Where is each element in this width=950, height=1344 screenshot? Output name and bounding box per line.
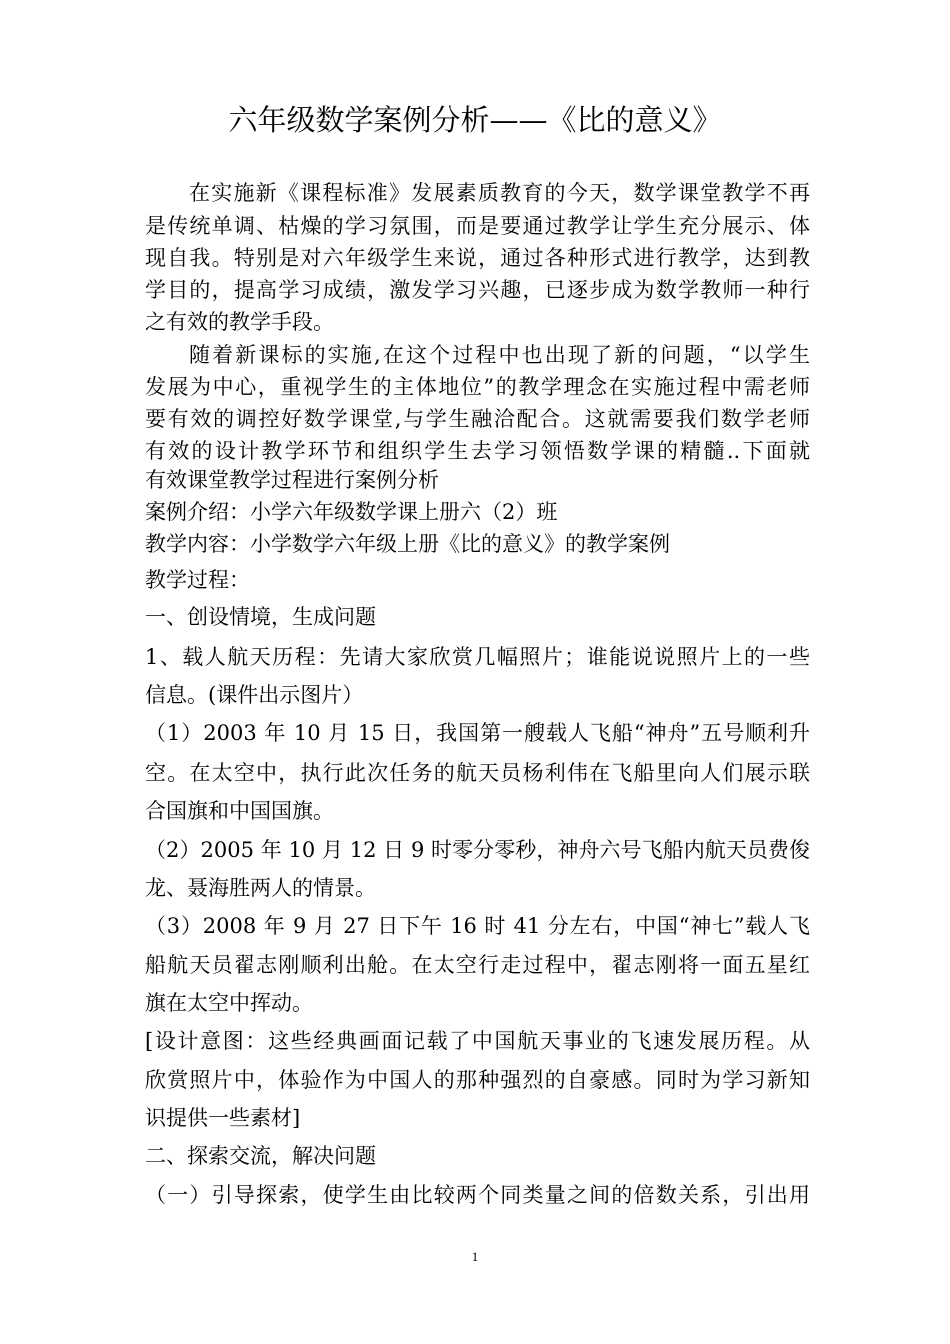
text-line: 旗在太空中挥动。 (145, 991, 313, 1015)
text-line: 要有效的调控好数学课堂,与学生融洽配合。这就需要我们数学老师 (145, 407, 810, 431)
case-intro: 案例介绍：小学六年级数学课上册六（2）班 (145, 500, 558, 524)
text-line: 随着新课标的实施,在这个过程中也出现了新的问题，“以学生 (189, 343, 810, 367)
text-line: （一）引导探索，使学生由比较两个同类量之间的倍数关系，引出用 (145, 1183, 810, 1207)
page-number: 1 (471, 1249, 479, 1264)
text-line: 有效课堂教学过程进行案例分析 (145, 468, 439, 492)
text-line: 欣赏照片中，体验作为中国人的那种强烈的自豪感。同时为学习新知 (145, 1068, 810, 1092)
text-line: 是传统单调、枯燥的学习氛围，而是要通过教学让学生充分展示、体 (145, 214, 810, 238)
teaching-process-heading: 教学过程： (145, 568, 250, 592)
text-line: 发展为中心，重视学生的主体地位”的教学理念在实施过程中需老师 (145, 375, 810, 399)
text-line: （2）2005 年 10 月 12 日 9 时零分零秒，神舟六号飞船内航天员费俊 (145, 838, 810, 862)
text-line: 有效的设计教学环节和组织学生去学习领悟数学课的精髓..下面就 (145, 439, 810, 463)
text-line: 在实施新《课程标准》发展素质教育的今天，数学课堂教学不再 (189, 181, 810, 205)
text-line: （3）2008 年 9 月 27 日下午 16 时 41 分左右，中国“神七”载人飞 (145, 914, 810, 938)
text-line: 空。在太空中，执行此次任务的航天员杨利伟在飞船里向人们展示联 (145, 761, 810, 785)
text-line: 1、载人航天历程：先请大家欣赏几幅照片；谁能说说照片上的一些 (145, 645, 810, 669)
document-title: 六年级数学案例分析——《比的意义》 (228, 103, 722, 137)
text-line: 学目的，提高学习成绩，激发学习兴趣，已逐步成为数学教师一种行 (145, 278, 810, 302)
text-line: 合国旗和中国国旗。 (145, 799, 334, 823)
teaching-content: 教学内容：小学数学六年级上册《比的意义》的教学案例 (145, 532, 670, 556)
text-line: [设计意图：这些经典画面记载了中国航天事业的飞速发展历程。从 (145, 1029, 810, 1053)
text-line: 船航天员翟志刚顺利出舱。在太空行走过程中，翟志刚将一面五星红 (145, 953, 810, 977)
text-line: 之有效的教学手段。 (145, 310, 334, 334)
text-line: 识提供一些素材] (145, 1106, 301, 1130)
text-line: 现自我。特别是对六年级学生来说，通过各种形式进行教学，达到教 (145, 246, 810, 270)
text-line: 龙、聂海胜两人的情景。 (145, 876, 376, 900)
section-heading-2: 二、探索交流，解决问题 (145, 1144, 376, 1168)
text-line: 信息。(课件出示图片） (145, 683, 364, 707)
text-line: （1）2003 年 10 月 15 日，我国第一艘载人飞船“神舟”五号顺利升 (145, 721, 810, 745)
section-heading-1: 一、创设情境，生成问题 (145, 605, 376, 629)
